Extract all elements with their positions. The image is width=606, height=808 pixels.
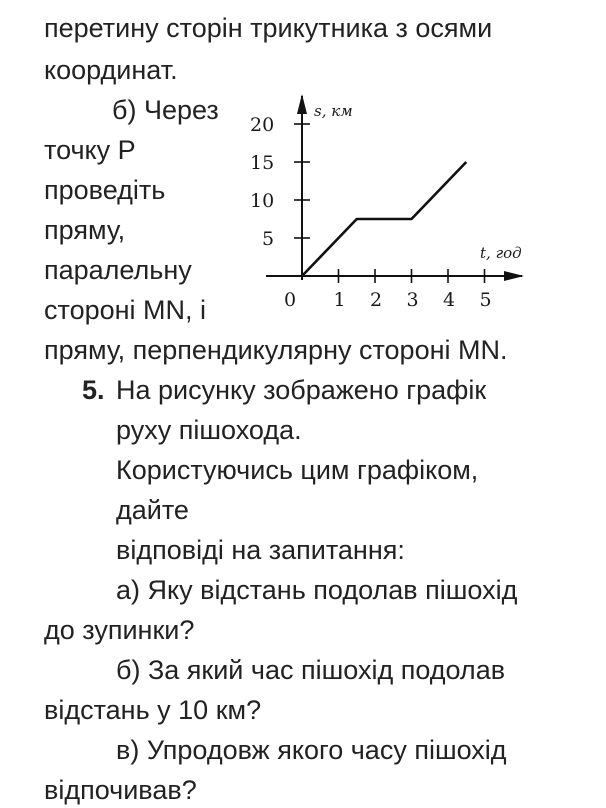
question-a-cont: до зупинки?	[44, 615, 195, 645]
task-text: дайте	[116, 495, 189, 525]
question-b-cont: відстань у 10 км?	[44, 695, 262, 725]
text-line: перетину сторін трикутника з осями	[44, 13, 493, 43]
y-tick-label: 5	[262, 228, 275, 250]
chart-labels	[250, 102, 522, 311]
y-tick-label: 20	[250, 114, 275, 136]
text-line: паралельну	[44, 255, 192, 285]
chart-ticks	[294, 124, 485, 283]
text-line: точку P	[44, 135, 136, 165]
y-axis-arrow	[297, 94, 307, 114]
x-tick-label: 5	[479, 289, 492, 311]
task-text: відповіді на запитання:	[116, 535, 405, 565]
y-tick-label: 10	[250, 190, 275, 212]
task-text: руху пішохода.	[116, 415, 302, 445]
motion-graph	[240, 92, 550, 322]
x-tick-label: 4	[443, 289, 456, 311]
y-axis-label: s, км	[314, 102, 353, 120]
question-c-cont: відпочивав?	[44, 775, 197, 805]
x-axis-label: t, год	[480, 244, 522, 262]
text-line: стороні MN, і	[44, 295, 207, 325]
question-b: б) За який час пішохід подолав	[116, 655, 506, 685]
text-line: проведіть	[44, 175, 166, 205]
x-tick-label: 3	[406, 289, 419, 311]
text-line: пряму,	[44, 215, 126, 245]
question-a: а) Яку відстань подолав пішохід	[116, 575, 518, 605]
y-tick-label: 15	[250, 152, 275, 174]
x-tick-label: 2	[370, 289, 383, 311]
series-line	[302, 162, 466, 276]
text-line: пряму, перпендикулярну стороні MN.	[44, 335, 508, 365]
question-c: в) Упродовж якого часу пішохід	[116, 735, 507, 765]
x-tick-label: 0	[284, 289, 297, 311]
task-text: На рисунку зображено графік	[116, 375, 487, 405]
question-b-heading: б) Через	[112, 95, 219, 125]
chart-series	[302, 162, 466, 276]
text-line: координат.	[44, 55, 178, 85]
task-text: Користуючись цим графіком,	[116, 455, 479, 485]
task-number: 5.	[82, 375, 105, 405]
x-axis-arrow	[504, 271, 524, 281]
x-tick-label: 1	[333, 289, 346, 311]
